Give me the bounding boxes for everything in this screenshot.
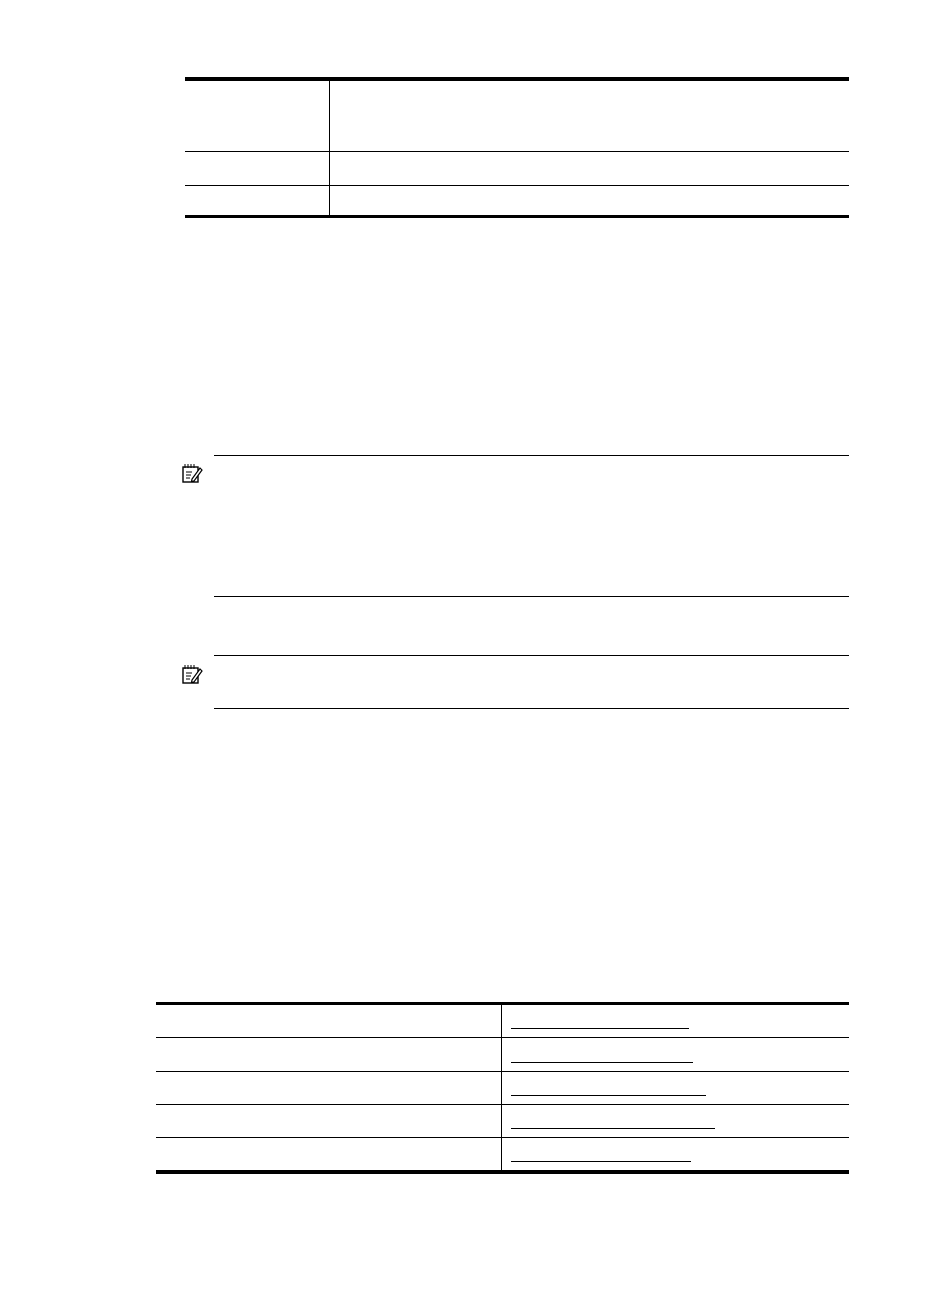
note-icon <box>181 462 203 484</box>
table-row <box>185 81 849 152</box>
table-row <box>185 187 849 215</box>
table-row <box>156 1105 849 1138</box>
table-row <box>185 153 849 186</box>
link-table <box>156 1002 849 1174</box>
table-row <box>156 1072 849 1105</box>
link-underline[interactable] <box>511 1161 691 1162</box>
link-underline[interactable] <box>511 1095 706 1096</box>
table-row <box>156 1039 849 1072</box>
link-underline[interactable] <box>511 1062 693 1063</box>
table-row <box>156 1005 849 1038</box>
link-underline[interactable] <box>511 1128 715 1129</box>
note-icon <box>181 663 203 685</box>
note-box <box>214 455 849 597</box>
table-row <box>156 1138 849 1171</box>
top-table <box>185 77 849 218</box>
note-box <box>214 655 849 709</box>
link-underline[interactable] <box>511 1028 689 1029</box>
